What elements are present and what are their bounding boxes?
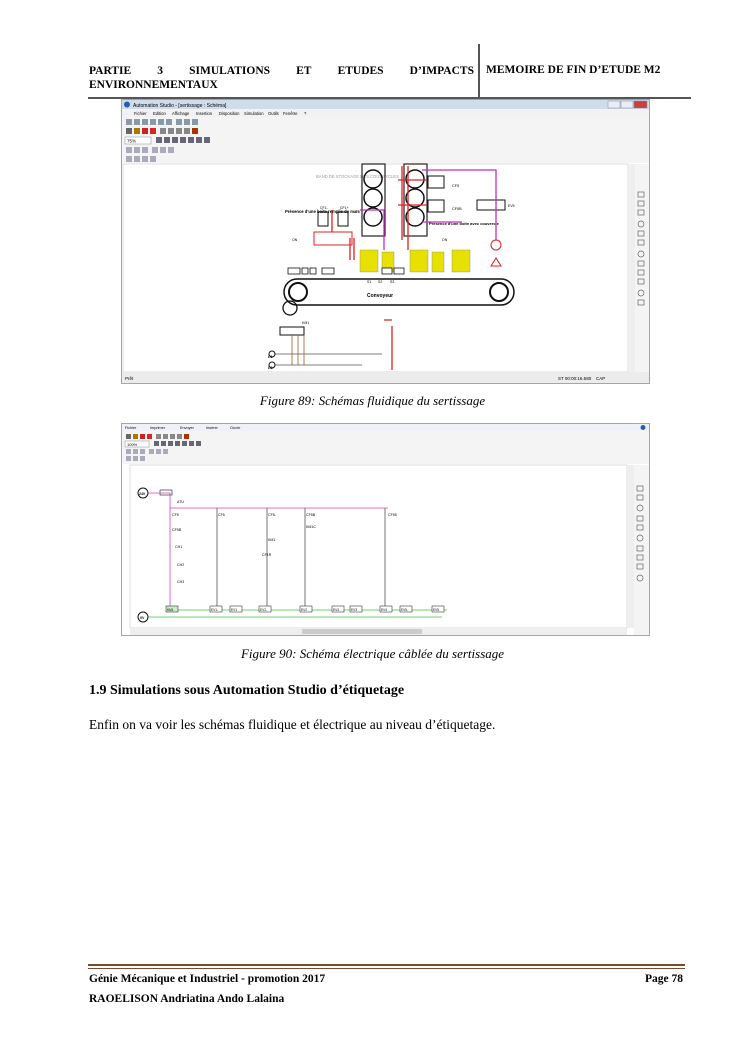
minimize-button[interactable]	[608, 101, 620, 108]
maximize-button[interactable]	[621, 101, 633, 108]
menu-item[interactable]: Insérer	[206, 426, 218, 430]
header-left-line2: ENVIRONNEMENTAUX	[89, 79, 218, 91]
label-on-right: ON	[442, 238, 448, 242]
label-s1: S1	[367, 280, 372, 284]
label-s3: S3	[390, 280, 395, 284]
label-km1: KM1	[268, 538, 276, 542]
menu-item[interactable]: Fenêtre	[283, 111, 298, 116]
figure-89-screenshot	[121, 99, 650, 384]
label-cf1r: CF1R	[262, 553, 272, 557]
vertical-scrollbar[interactable]	[628, 164, 635, 372]
coil-label: KM1	[167, 608, 174, 612]
corn-boxes	[360, 250, 470, 272]
label-km1c: KM1C	[306, 525, 316, 529]
header-word: ET	[296, 65, 312, 77]
header-left-line1	[89, 64, 474, 78]
figure-90-svg	[122, 424, 649, 635]
label-atu: ATU	[177, 500, 184, 504]
header-word: ETUDES	[337, 65, 384, 77]
toolbar-row-2	[126, 128, 198, 134]
toolbar-area	[122, 431, 649, 464]
header-divider-vertical	[478, 44, 480, 99]
coil-label: EV3-	[333, 608, 341, 612]
coil-label: EV1	[231, 608, 238, 612]
menu-item[interactable]: Outils	[268, 111, 279, 116]
header-word: D’IMPACTS	[409, 65, 474, 77]
scroll-thumb[interactable]	[302, 629, 422, 634]
footer-institution: Génie Mécanique et Industriel - promotion 2017	[89, 973, 326, 985]
coil-label: EV3	[351, 608, 358, 612]
window-title: Automation Studio - [sertissage : Schéma]	[133, 103, 227, 109]
red-actuator	[314, 232, 352, 245]
footer-rule-thin	[88, 968, 685, 969]
header-left	[89, 64, 474, 92]
label-presence-box: Présence d'une boite remplie de maïs	[285, 209, 360, 214]
label-km1: KM1	[302, 321, 310, 325]
header-word: SIMULATIONS	[189, 65, 271, 77]
menu-item[interactable]: Insertion	[196, 111, 213, 116]
label-s2: S2	[378, 280, 383, 284]
footer-rule-thick	[88, 964, 685, 966]
toolbar-row-2	[154, 441, 201, 446]
menu-item[interactable]: Affichage	[172, 111, 190, 116]
coil-label: EV1-	[211, 608, 219, 612]
label-cf5-b: CF5	[218, 513, 225, 517]
menu-item[interactable]: Disposition	[219, 111, 240, 116]
figure-90-screenshot	[121, 423, 650, 636]
footer-author: RAOELISON Andriatina Ando Lalaina	[89, 993, 285, 1005]
label-0v: 0V	[140, 616, 145, 620]
menu-item[interactable]: Imprimer	[150, 426, 165, 430]
label-presence-lid: Présence d'une boite avec couvercle	[429, 221, 499, 226]
close-button[interactable]	[634, 101, 647, 108]
tool-palette	[635, 164, 649, 372]
menu-item[interactable]: Fichier	[125, 426, 137, 430]
toolbar-row-1	[126, 119, 198, 125]
label-ch1: CH1	[175, 545, 183, 549]
label-ev5: EV5	[508, 204, 515, 208]
section-heading: 1.9 Simulations sous Automation Studio d’étiquetage	[89, 683, 405, 698]
label-cf5b-2: CF5B	[306, 513, 316, 517]
menu-item[interactable]: Simulation	[244, 111, 264, 116]
label-cf5b: CF5B	[452, 207, 462, 211]
menu-item[interactable]: Edition	[153, 111, 166, 116]
coil-label: EV4	[381, 608, 388, 612]
menu-item[interactable]: Fichier	[134, 111, 147, 116]
header-word: PARTIE	[89, 65, 132, 77]
toolbar-row-1	[126, 434, 189, 439]
label-cf5-minus: CF5-	[268, 513, 276, 517]
coil-label: EV5	[433, 608, 440, 612]
figure-89-svg	[122, 100, 649, 383]
status-time: ST 00:00:16.580	[558, 376, 592, 381]
menu-bar	[122, 424, 649, 431]
label-storage: BAND DE STOCKAGE DES COUVERCLES	[316, 174, 399, 179]
header-right: MEMOIRE DE FIN D’ETUDE M2	[486, 64, 661, 76]
label-24v: 24V	[139, 492, 146, 496]
zoom-value: 100%	[127, 442, 138, 447]
label-cf1: CF1-	[320, 206, 328, 210]
label-cf5: CF5	[172, 513, 179, 517]
help-icon[interactable]	[641, 425, 646, 430]
page-number: Page 78	[644, 973, 683, 985]
body-paragraph: Enfin on va voir les schémas fluidique et électrique au niveau d’étiquetage.	[89, 717, 496, 732]
menu-item[interactable]: Ouvrir	[230, 426, 241, 430]
menu-item[interactable]: Envoyer	[180, 426, 194, 430]
label-cf55: CF55	[388, 513, 397, 517]
label-cf2: CF1+	[340, 206, 349, 210]
toolbar-row-3	[156, 137, 210, 143]
label-cf5: CF5	[452, 184, 460, 188]
vertical-scrollbar[interactable]	[627, 465, 634, 628]
label-on-left: ON	[292, 238, 298, 242]
label-ch2: CH2	[177, 563, 185, 567]
header-word: 3	[157, 65, 164, 77]
menu-item[interactable]: ?	[304, 111, 307, 116]
status-text: Prêt	[125, 376, 134, 381]
label-l2: L2	[268, 366, 273, 370]
figure-89-caption: Figure 89: Schémas fluidique du sertissage	[259, 393, 486, 408]
drawing-canvas[interactable]	[130, 465, 627, 628]
label-ch3: CH3	[177, 580, 185, 584]
label-l1: L1	[268, 355, 273, 359]
app-icon	[124, 102, 130, 108]
status-cap: CAP	[596, 376, 606, 381]
coil-label: EV2-	[260, 608, 268, 612]
tool-palette	[634, 465, 649, 635]
coil-label: EV2	[301, 608, 308, 612]
label-conveyor: Convoyeur	[367, 293, 394, 299]
label-cf5b: CF5B	[172, 528, 182, 532]
figure-90-caption: Figure 90: Schéma électrique câblée du sertissage	[240, 646, 505, 661]
coil-label: EV5-	[401, 608, 409, 612]
zoom-value: 75%	[127, 138, 137, 144]
